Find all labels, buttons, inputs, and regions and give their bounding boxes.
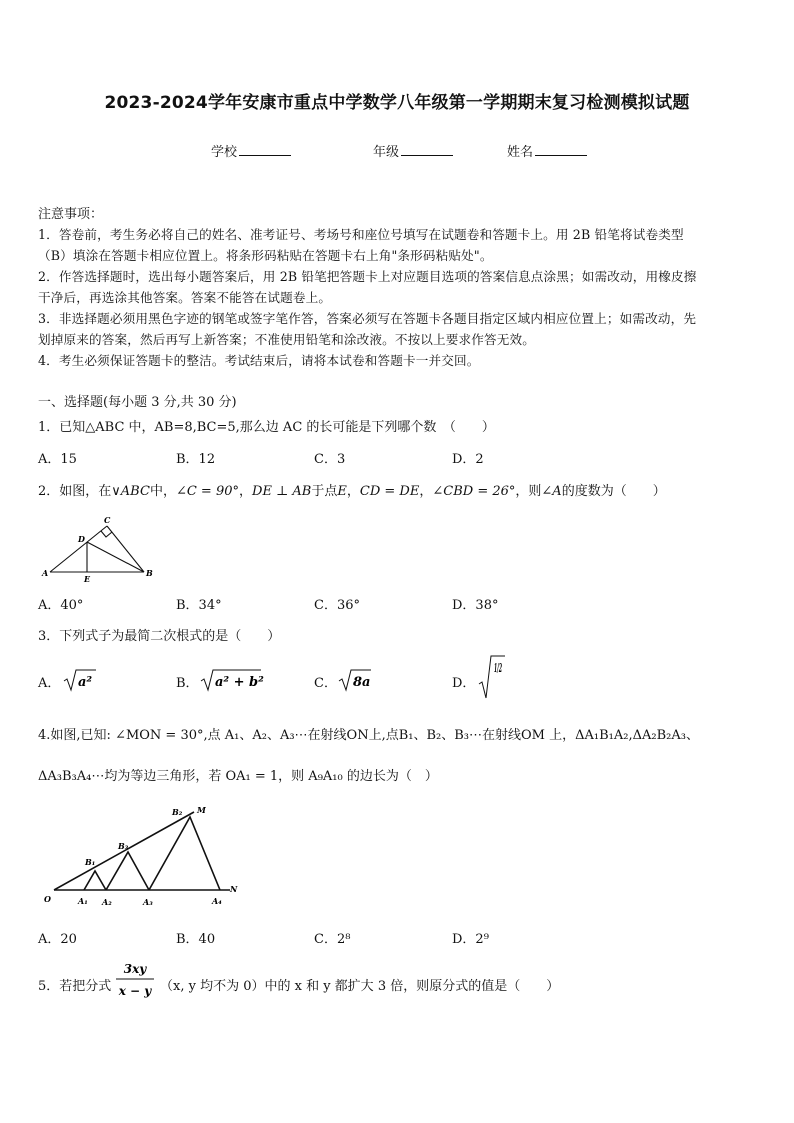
notice-line: 干净后，再选涂其他答案。答案不能答在试题卷上。 (38, 290, 332, 305)
grade-blank (401, 143, 453, 156)
q4-option-c: C．2⁸ (314, 932, 351, 947)
radicand-c: 8a (353, 675, 371, 690)
q3-radical-a (62, 664, 98, 694)
segment-cb (107, 526, 144, 572)
q2-text: ， (419, 484, 433, 499)
q4-option-d: D．2⁹ (452, 932, 489, 947)
label-c: C (104, 515, 111, 525)
section-heading: 一、选择题(每小题 3 分,共 30 分) (38, 395, 237, 410)
q2-text: 的度数为（ ） (561, 484, 666, 499)
q2-option-b: B．34° (176, 598, 222, 613)
q2-stem (38, 480, 666, 499)
label-a2: A₂ (102, 897, 112, 907)
school-label: 学校 (211, 145, 238, 160)
q4-option-a: A．20 (38, 932, 77, 947)
radicand-a: a² (78, 675, 93, 690)
school-field (211, 141, 291, 160)
q2-math: E (337, 484, 347, 499)
q2-option-d: D．38° (452, 598, 499, 613)
q3-radical-d (477, 652, 507, 702)
q5-lead: 5．若把分式 (38, 979, 112, 994)
name-blank (535, 143, 587, 156)
q1-option-c: C．3 (314, 452, 346, 467)
q3-radical-b (199, 664, 263, 694)
q4-line1: 4.如图,已知: ∠MON = 30°,点 A₁、A₂、A₃⋯在射线ON上,点B₁、B₂、B₃⋯在射线OM 上，ΔA₁B₁A₂,ΔA₂B₂A₃、 (38, 728, 699, 743)
q5-rest: （x, y 均不为 0）中的 x 和 y 都扩大 3 倍，则原分式的值是（ ） (160, 979, 560, 994)
q5-denominator: x − y (118, 984, 152, 998)
q3-option-b (176, 672, 199, 691)
notice-line: 3．非选择题必须用黑色字迹的钢笔或签字笔作答，答案必须写在答题卡各题目指定区域内相应位置上；如需改动，先 (38, 311, 697, 326)
q1-option-a: A．15 (38, 452, 77, 467)
q2-triangle-figure (38, 512, 158, 584)
segment-db (87, 542, 144, 572)
q3-letter: D． (452, 676, 476, 691)
q3-letter: C． (314, 676, 337, 691)
q2-math: ∠A (541, 484, 562, 499)
notice-line: 划掉原来的答案，然后再写上新答案；不准使用铅笔和涂改液。不按以上要求作答无效。 (38, 332, 536, 347)
q4-equilateral-chain-figure (40, 802, 250, 910)
label-b2: B₂ (172, 807, 183, 817)
label-b3: B₃ (118, 841, 129, 851)
label-b: B (146, 568, 153, 578)
q3-option-c (314, 672, 337, 691)
q3-letter: A． (38, 676, 61, 691)
q3-radical-c (337, 664, 373, 694)
q2-text: 2．如图，在 (38, 484, 112, 499)
q2-option-c: C．36° (314, 598, 360, 613)
name-field (507, 141, 587, 160)
notice-line: 4．考生必须保证答题卡的整洁。考试结束后，请将本试卷和答题卡一并交回。 (38, 353, 480, 368)
q2-math: ∠C = 90° (175, 484, 239, 499)
q5-fraction (114, 958, 156, 1002)
label-n: N (230, 884, 238, 894)
q2-math: CD = DE (359, 484, 420, 499)
q2-text: 中， (149, 484, 176, 499)
label-m: M (197, 805, 206, 815)
notice-line: 2．作答选择题时，选出每小题答案后，用 2B 铅笔把答题卡上对应题目选项的答案信息点涂黑；如需改动，用橡皮擦 (38, 269, 697, 284)
q2-math: ∨ABC (111, 484, 150, 499)
notice-heading: 注意事项： (38, 207, 104, 222)
q2-option-a: A．40° (38, 598, 84, 613)
q2-text: ，则 (515, 484, 542, 499)
label-a1: A₁ (78, 896, 88, 906)
q4-option-b: B．40 (176, 932, 216, 947)
q2-math: ∠CBD = 26° (432, 484, 516, 499)
label-a3: A₃ (143, 897, 153, 907)
label-o: O (44, 894, 51, 904)
grade-field (373, 141, 453, 160)
label-b1: B₁ (85, 857, 96, 867)
ray-om (54, 812, 194, 890)
q1-stem: 1．已知△ABC 中，AB=8,BC=5,那么边 AC 的长可能是下列哪个数 （ ） (38, 420, 495, 435)
label-a4: A₄ (212, 896, 222, 906)
school-blank (239, 143, 291, 156)
notice-line: （B）填涂在答题卡相应位置上。将条形码粘贴在答题卡右上角"条形码粘贴处"。 (38, 248, 493, 263)
radicand-b: a² + b² (215, 675, 264, 690)
label-d: D (78, 534, 85, 544)
notice-line: 1．答卷前，考生务必将自己的姓名、准考证号、考场号和座位号填写在试题卷和答题卡上。用 2B 铅笔将试卷类型 (38, 227, 684, 242)
q3-letter: B． (176, 676, 199, 691)
q3-stem: 3．下列式子为最简二次根式的是（ ） (38, 629, 281, 644)
q1-option-b: B．12 (176, 452, 216, 467)
q2-text: ， (239, 484, 253, 499)
q2-math: DE ⊥ AB (252, 484, 312, 499)
page-title: 2023-2024学年安康市重点中学数学八年级第一学期期末复习检测模拟试题 (104, 93, 690, 113)
q2-text: 于点 (311, 484, 338, 499)
q3-option-a (38, 672, 60, 691)
q4-line2: ΔA₃B₃A₄⋯均为等边三角形，若 OA₁ = 1，则 A₉A₁₀ 的边长为（ ） (38, 769, 438, 784)
q3-option-d (452, 672, 475, 691)
triangle-3 (149, 817, 220, 890)
q5-numerator: 3xy (123, 962, 147, 976)
grade-label: 年级 (373, 145, 400, 160)
name-label: 姓名 (507, 145, 534, 160)
segment-ac (50, 526, 107, 572)
label-e: E (84, 574, 91, 584)
triangle-1 (84, 871, 106, 890)
right-angle-mark (101, 531, 112, 537)
radicand-d: 1/2 (494, 661, 502, 675)
q2-text: ， (346, 484, 360, 499)
label-a: A (42, 568, 49, 578)
q1-option-d: D．2 (452, 452, 484, 467)
